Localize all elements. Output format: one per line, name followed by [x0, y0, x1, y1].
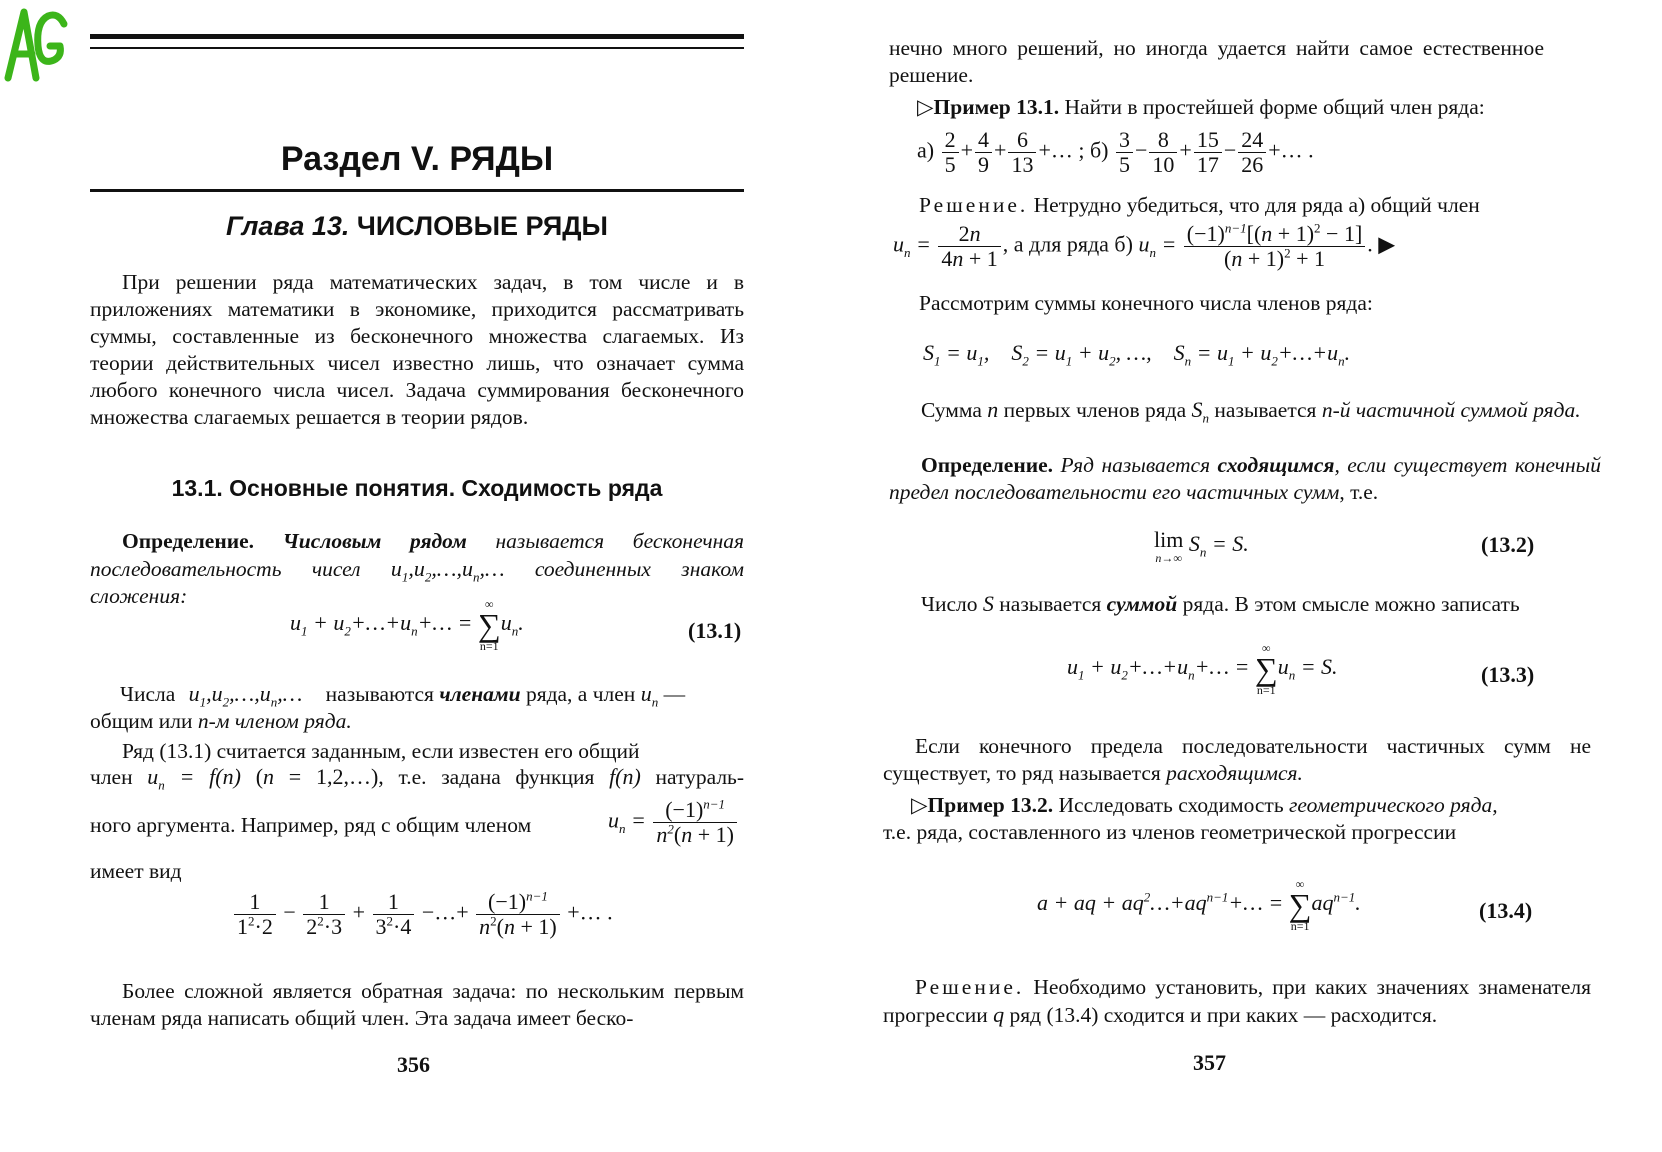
formula-13-2: lim n→∞ $S_n = S$.	[1154, 527, 1249, 565]
example-13-2: ▷Пример 13.2. Исследовать сходимость геометрического ряда, т.е. ряда, составленного из членов геометрической прогрессии	[883, 793, 1498, 844]
sum-definition: Число S называется суммой ряда. В этом смысле можно записать	[921, 591, 1520, 616]
equation-number: (13.2)	[1481, 532, 1535, 557]
page-number-left: 356	[397, 1052, 430, 1077]
top-rule-thick	[90, 34, 744, 39]
def-term: Числовым рядом	[282, 529, 467, 553]
chapter-heading	[90, 211, 744, 242]
formula-13-1: $u_1$ + $u_2+\dots+u_n+\dots$ = ∞ ∑ n=1 $u_n$.	[290, 597, 524, 653]
solution-13-1-formulas: $u_n$ = $\frac{2n}{4n + 1}$ , а для ряда б) $u_n$ = $\frac{(-1)^{n-1}[(n + 1)^2 - 1]}{(n + 1)^2 + 1}$ . ▶	[893, 220, 1396, 271]
terms-paragraph: Числа $u_1,u_2,\dots,u_n,\dots$ называются членами ряда, а член $u_n$ — общим или n-м членом ряда.	[90, 681, 686, 733]
formula-13-4: a + aq + $aq^2\dots+aq^{n-1}+\dots$ = ∞ ∑ n=1 $aq^{n-1}$.	[1037, 877, 1361, 933]
def-tail: соединенных знаком сложения:	[90, 557, 744, 608]
page-number-right: 357	[1193, 1050, 1226, 1075]
example-general-term-formula: $u_n$ = $\frac{(-1)^{n-1}}{n^2(n + 1)}$	[608, 798, 739, 847]
has-form-label: имеет вид	[90, 859, 182, 883]
formula-13-3: $u_1$ + $u_2+\dots+u_n+\dots$ = ∞ ∑ n=1 $u_n = S$.	[1067, 641, 1338, 697]
example-13-1: ▷Пример 13.1. Найти в простейшей форме общий член ряда:	[917, 95, 1485, 119]
definition-convergent: Определение. Ряд называется сходящимся, если существует конечный предел последовательности его частичных сумм, т.е.	[889, 453, 1601, 504]
solution-13-1: Решение. Нетрудно убедиться, что для ряда а) общий член	[919, 193, 1480, 217]
chapter-title: ЧИСЛОВЫЕ РЯДЫ	[356, 211, 608, 241]
equation-number: (13.3)	[1481, 662, 1535, 687]
example-series-formula: $\frac{1}{1^2\cdot 2}$ − $\frac{1}{2^2\cdot 3}$ + $\frac{1}{3^2\cdot 4}$ −…+ $\frac{(-1)^{n-1}}{n^2(n + 1)}$ +… .	[232, 890, 613, 939]
intro-paragraph: При решении ряда математических задач, в том числе и в приложениях математики в экономике, приходится рассматривать суммы, составленные из бесконечного множества слагаемых. Из теории действительных чисел известно лишь, что означает сумма любого конечного числа чисел. Задача суммирования бесконечного множества слагаемых решается в теории рядов.	[90, 270, 744, 429]
example-general-term: ного аргумента. Например, ряд с общим членом	[90, 813, 532, 837]
given-line-2: член $u_n = f(n) (n$ = 1,2,…), т.е. задана функция f(n) натураль-	[90, 764, 745, 793]
def-sequence: $u_1,u_2,\dots,u_n,\dots$	[390, 556, 505, 585]
divergent-definition: Если конечного предела последовательности частичных сумм не существует, то ряд называется расходящимся.	[883, 734, 1591, 785]
top-rule-thin	[90, 47, 744, 49]
chapter-number: Глава 13.	[226, 211, 350, 241]
section-title: Раздел V. РЯДЫ	[280, 140, 554, 178]
right-page	[831, 0, 1662, 1152]
equation-number: (13.4)	[1479, 898, 1533, 923]
partial-sums-intro: Рассмотрим суммы конечного числа членов ряда:	[919, 291, 1373, 315]
continuation-paragraph: нечно много решений, но иногда удается найти самое естественное решение.	[889, 36, 1544, 87]
inverse-problem-paragraph: Более сложной является обратная задача: по нескольким первым членам ряда написать общий член. Эта задача имеет беско-	[90, 979, 744, 1030]
def-text: называется бесконечная последовательность чисел	[90, 529, 744, 581]
solution-13-2: Решение. Необходимо установить, при каких значениях знаменателя прогрессии q ряд (13.4) сходится и при каких — расходится.	[883, 975, 1592, 1027]
subsection-title: 13.1. Основные понятия. Сходимость ряда	[171, 475, 663, 501]
svg-text:AG: AG	[2, 2, 4, 3]
ag-logo	[2, 2, 70, 82]
equation-number: (13.1)	[688, 618, 742, 643]
def-label: Определение.	[122, 529, 255, 553]
partial-sums-formula: $S_1 = u_1$, $S_2 = u_1 + u_2$, …, $S_n = u_1$ + $u_2+\dots+u_n$.	[923, 340, 1351, 369]
example-13-1-series: а) $\frac{2}{5}$ + $\frac{4}{9}$ + $\frac{6}{13}$ +… ; б) $\frac{3}{5}$ − $\frac{8}{10}$ + $\frac{15}{17}$ − $\frac{24}{26}$ +… .	[917, 127, 1314, 177]
partial-sum-definition: Сумма n первых членов ряда $S_n$ называется n-й частичной суммой ряда.	[921, 397, 1581, 426]
section-rule	[90, 189, 744, 192]
given-paragraph: Ряд (13.1) считается заданным, если известен его общий	[122, 739, 640, 763]
